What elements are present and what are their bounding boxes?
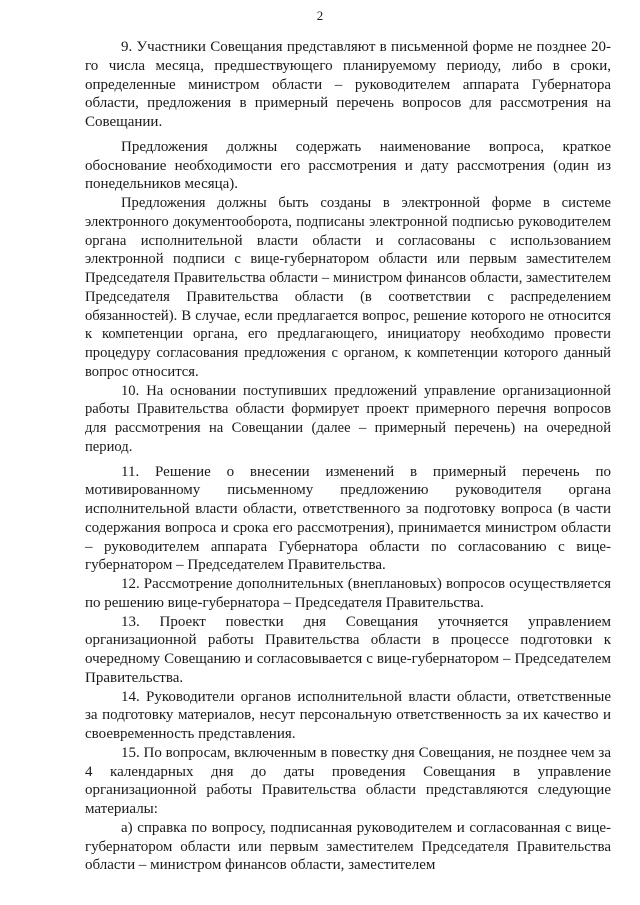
- paragraph-13: 13. Проект повестки дня Совещания уточняется управлением организационной работы Правительства области в процессе подготовки к очередному Совещанию и согласовывается с вице-губернатором – Председателем Правительства.: [85, 613, 611, 686]
- paragraph-11: 11. Решение о внесении изменений в примерный перечень по мотивированному письменному предложению руководителя органа исполнительной власти области, ответственного за подготовку вопроса (в части содержания вопроса и срока его рассмотрения), принимается министром области – руководителем аппарата Губернатора области по согласованию с вице-губернатором – Председателем Правительства.: [85, 463, 611, 574]
- paragraph-15: 15. По вопросам, включенным в повестку дня Совещания, не позднее чем за 4 календарных дня до даты проведения Совещания в управление организационной работы Правительства области представляются следующие материалы:: [85, 744, 611, 817]
- paragraph-9: 9. Участники Совещания представляют в письменной форме не позднее 20-го числа месяца, предшествующего планируемому периоду, либо в сроки, определенные министром области – руководителем аппарата Губернатора области, предложения в примерный перечень вопросов для рассмотрения на Совещании.: [85, 39, 611, 130]
- paragraph-proposal-electronic: Предложения должны быть созданы в электронной форме в системе электронного документооборота, подписаны электронной подписью руководителем органа исполнительной власти области и согласованы с использованием электронной подписи с вице-губернатором области или первым заместителем Председателя Правительства области – министром финансов области, заместителем Председателя Правительства области (в соответствии с распределением обязанностей). В случае, если предлагается вопрос, решение которого не относится к компетенции органа, его предлагающего, инициатору необходимо провести процедуру согласования предложения с органом, к компетенции которого данный вопрос относится.: [85, 195, 611, 380]
- page-number: 2: [316, 8, 324, 23]
- paragraph-14: 14. Руководители органов исполнительной власти области, ответственные за подготовку материалов, несут персональную ответственность за их качество и своевременность представления.: [85, 688, 611, 742]
- paragraph-10: 10. На основании поступивших предложений управление организационной работы Правительства области формирует проект примерного перечня вопросов для рассмотрения на Совещании (далее – примерный перечень) на очередной период.: [85, 382, 611, 455]
- paragraph-15a: а) справка по вопросу, подписанная руководителем и согласованная с вице-губернатором области или первым заместителем Председателя Правительства области – министром финансов области, заместителем: [85, 819, 611, 874]
- document-body: [85, 38, 611, 875]
- paragraph-proposal-content: Предложения должны содержать наименование вопроса, краткое обоснование необходимости его рассмотрения и дату рассмотрения (один из понедельников месяца).: [85, 138, 611, 193]
- paragraph-12: 12. Рассмотрение дополнительных (внеплановых) вопросов осуществляется по решению вице-губернатора – Председателя Правительства.: [85, 576, 611, 611]
